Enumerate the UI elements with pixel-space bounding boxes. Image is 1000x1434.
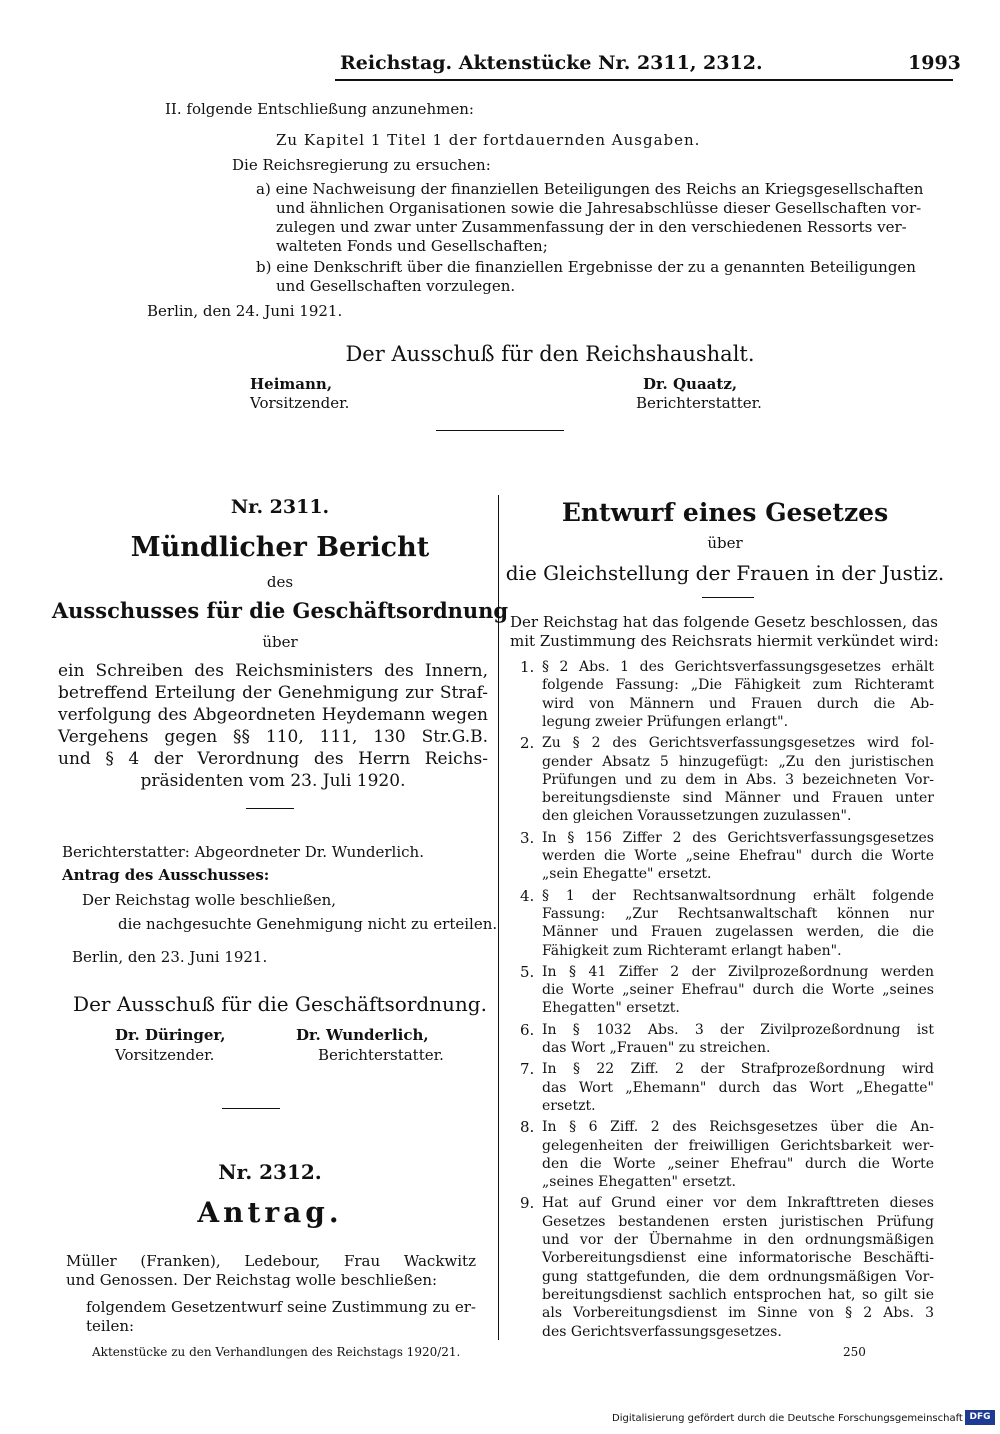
draft-item-line: In § 22 Ziff. 2 der Strafprozeßordnung wird <box>542 1061 934 1078</box>
report-body-line: Vergehens gegen §§ 110, 111, 130 Str.G.B. <box>58 727 488 747</box>
top-date: Berlin, den 24. Juni 1921. <box>147 302 343 320</box>
draft-item-line: ersetzt. <box>542 1097 596 1114</box>
draft-item-line: In § 1032 Abs. 3 der Zivilprozeßordnung ist <box>542 1021 934 1038</box>
ersuchen-line: Die Reichsregierung zu ersuchen: <box>232 156 491 174</box>
draft-item-number: 7. <box>520 1060 535 1079</box>
report-body-line: betreffend Erteilung der Genehmigung zur Straf- <box>58 683 488 703</box>
draft-item-line: bereitungsdienst sachlich entsprochen hat, so gilt sie <box>542 1286 934 1303</box>
draft-item-line: Männer und Frauen zugelassen werden, die die <box>542 924 934 941</box>
draft-item-number: 4. <box>520 886 535 905</box>
antrag-2312-line: teilen: <box>86 1317 135 1335</box>
draft-item-line: des Gerichtsverfassungsgesetzes. <box>542 1323 782 1340</box>
kapitel-line: Zu Kapitel 1 Titel 1 der fortdauernden Ausgaben. <box>276 131 701 149</box>
berichterstatter: Berichterstatter: Abgeordneter Dr. Wunderlich. <box>62 843 424 861</box>
draft-ueber: über <box>707 534 743 552</box>
draft-item-line: wird von Männern und Frauen durch die Ab- <box>542 695 934 712</box>
draft-item-line: Hat auf Grund einer vor dem Inkrafttreten dieses <box>542 1195 934 1212</box>
report-ueber: über <box>262 633 298 651</box>
top-sig-right-role: Berichterstatter. <box>636 394 762 412</box>
antrag-label: Antrag des Ausschusses: <box>62 866 270 884</box>
draft-item-line: gung stattgefunden, die dem ordnungsmäßigen Vor- <box>542 1268 934 1285</box>
draft-item-line: Ehegatten" ersetzt. <box>542 1000 680 1017</box>
draft-item-line: die Worte „seiner Ehefrau" durch die Worte „seines <box>542 982 934 999</box>
antrag-2312-line: und Genossen. Der Reichstag wolle beschließen: <box>66 1271 438 1289</box>
draft-intro-line: mit Zustimmung des Reichsrats hiermit verkündet wird: <box>510 632 939 650</box>
dfg-logo: DFG <box>965 1410 995 1425</box>
draft-item-line: das Wort „Frauen" zu streichen. <box>542 1040 771 1056</box>
draft-item-line: gender Absatz 5 hinzugefügt: „Zu den juristischen <box>542 753 934 770</box>
digitization-credit: Digitalisierung gefördert durch die Deutsche Forschungsgemeinschaft <box>612 1413 963 1424</box>
left-separator-1 <box>246 808 294 809</box>
top-sig-left-role: Vorsitzender. <box>250 394 350 412</box>
draft-item-line: das Wort „Ehemann" durch das Wort „Ehegatte" <box>542 1079 934 1096</box>
item-a-line: walteten Fonds und Gesellschaften; <box>276 237 548 255</box>
item-b-line: und Gesellschaften vorzulegen. <box>276 277 516 295</box>
draft-item-line: den die Worte „seiner Ehefrau" durch die Worte <box>542 1155 934 1172</box>
left-date: Berlin, den 23. Juni 1921. <box>72 948 268 966</box>
draft-item-line: folgende Fassung: „Die Fähigkeit zum Richteramt <box>542 677 934 694</box>
draft-item-line: In § 41 Ziffer 2 der Zivilprozeßordnung werden <box>542 963 934 980</box>
item-a-line: und ähnlichen Organisationen sowie die Jahresabschlüsse dieser Gesellschaften vor- <box>276 199 922 217</box>
report-body-line: und § 4 der Verordnung des Herrn Reichs- <box>58 749 488 769</box>
header-rule <box>335 79 953 81</box>
nr-2312: Nr. 2312. <box>218 1160 322 1184</box>
draft-item-line: In § 156 Ziffer 2 des Gerichtsverfassungsgesetzes <box>542 829 934 846</box>
item-ii: II. folgende Entschließung anzunehmen: <box>165 100 474 118</box>
draft-title: Entwurf eines Gesetzes <box>561 498 889 527</box>
draft-subtitle: die Gleichstellung der Frauen in der Justiz. <box>505 561 945 585</box>
right-separator <box>702 597 754 598</box>
draft-item-line: Fassung: „Zur Rechtsanwaltschaft können nur <box>542 905 934 922</box>
draft-item-number: 6. <box>520 1020 535 1039</box>
antrag-2312-line: Müller (Franken), Ledebour, Frau Wackwitz <box>66 1252 476 1270</box>
report-body-line: präsidenten vom 23. Juli 1920. <box>140 771 406 791</box>
draft-item-line: § 1 der Rechtsanwaltsordnung erhält folgende <box>542 887 934 904</box>
draft-item-number: 3. <box>520 828 535 847</box>
draft-item-line: den gleichen Voraussetzungen zuzulassen". <box>542 808 852 825</box>
report-title: Mündlicher Bericht <box>130 532 430 563</box>
draft-item-number: 9. <box>520 1194 535 1213</box>
draft-item-line: als Vorbereitungsdienst im Sinne von § 2 Abs. 3 <box>542 1305 934 1322</box>
antrag-line-2: die nachgesuchte Genehmigung nicht zu erteilen. <box>118 915 498 933</box>
draft-intro-line: Der Reichstag hat das folgende Gesetz beschlossen, das <box>510 613 938 631</box>
left-footer: Aktenstücke zu den Verhandlungen des Reichstags 1920/21. <box>92 1345 461 1359</box>
item-a-line: zulegen und zwar unter Zusammenfassung der in den verschiedenen Ressorts ver- <box>276 218 907 236</box>
page-number: 1993 <box>908 52 961 74</box>
antrag-line-1: Der Reichstag wolle beschließen, <box>82 891 337 909</box>
draft-item-line: Vorbereitungsdienst eine informatorische Beschäfti- <box>542 1250 934 1267</box>
draft-item-number: 2. <box>520 734 535 753</box>
draft-item-number: 5. <box>520 962 535 981</box>
draft-item-line: In § 6 Ziff. 2 des Reichsgesetzes über die An- <box>542 1119 934 1136</box>
report-des: des <box>266 573 294 591</box>
draft-item-line: § 2 Abs. 1 des Gerichtsverfassungsgesetzes erhält <box>542 659 934 675</box>
top-sig-right-name: Dr. Quaatz, <box>643 375 738 393</box>
item-a-line: a) eine Nachweisung der finanziellen Beteiligungen des Reichs an Kriegsgesellschaften <box>256 180 924 198</box>
report-body-line: ein Schreiben des Reichsministers des Innern, <box>58 661 488 681</box>
left-sig-left-name: Dr. Düringer, <box>115 1026 226 1044</box>
item-b-line: b) eine Denkschrift über die finanziellen Ergebnisse der zu a genannten Beteiligungen <box>256 258 916 276</box>
draft-item-line: „sein Ehegatte" ersetzt. <box>542 866 712 883</box>
left-sig-right-role: Berichterstatter. <box>318 1046 444 1064</box>
top-sig-left-name: Heimann, <box>250 375 333 393</box>
draft-item-number: 1. <box>520 658 535 676</box>
draft-item-line: bereitungsdienste sind Männer und Frauen unter <box>542 790 934 807</box>
draft-item-line: Zu § 2 des Gerichtsverfassungsgesetzes wird fol- <box>542 735 934 752</box>
left-separator-2 <box>222 1108 280 1109</box>
draft-item-line: Gesetzes bestandenen ersten juristischen Prüfung <box>542 1213 934 1230</box>
draft-item-line: „seines Ehegatten" ersetzt. <box>542 1174 736 1191</box>
draft-item-line: legung zweier Prüfungen erlangt". <box>542 713 789 730</box>
left-sig-left-role: Vorsitzender. <box>115 1046 215 1064</box>
draft-item-line: Fähigkeit zum Richteramt erlangt haben". <box>542 942 842 959</box>
draft-item-line: und vor der Übernahme in den ordnungsmäßigen <box>542 1232 934 1248</box>
report-body-line: verfolgung des Abgeordneten Heydemann wegen <box>58 705 488 725</box>
antrag-2312-line: folgendem Gesetzentwurf seine Zustimmung zu er- <box>86 1298 476 1316</box>
right-footer-number: 250 <box>843 1345 866 1359</box>
left-sig-right-name: Dr. Wunderlich, <box>296 1026 429 1044</box>
draft-item-line: gelegenheiten der freiwilligen Gerichtsbarkeit wer- <box>542 1137 934 1154</box>
antrag-title: Antrag. <box>197 1196 343 1229</box>
top-separator <box>436 430 564 431</box>
draft-item-line: werden die Worte „seine Ehefrau" durch die Worte <box>542 848 934 864</box>
nr-2311: Nr. 2311. <box>230 496 330 518</box>
draft-item-line: Prüfungen und zu dem in Abs. 3 bezeichneten Vor- <box>542 771 934 788</box>
running-header: Reichstag. Aktenstücke Nr. 2311, 2312. <box>340 52 763 74</box>
left-committee: Der Ausschuß für die Geschäftsordnung. <box>73 992 487 1016</box>
top-committee: Der Ausschuß für den Reichshaushalt. <box>345 342 755 366</box>
draft-item-number: 8. <box>520 1118 535 1137</box>
report-subtitle: Ausschusses für die Geschäftsordnung <box>51 598 509 623</box>
